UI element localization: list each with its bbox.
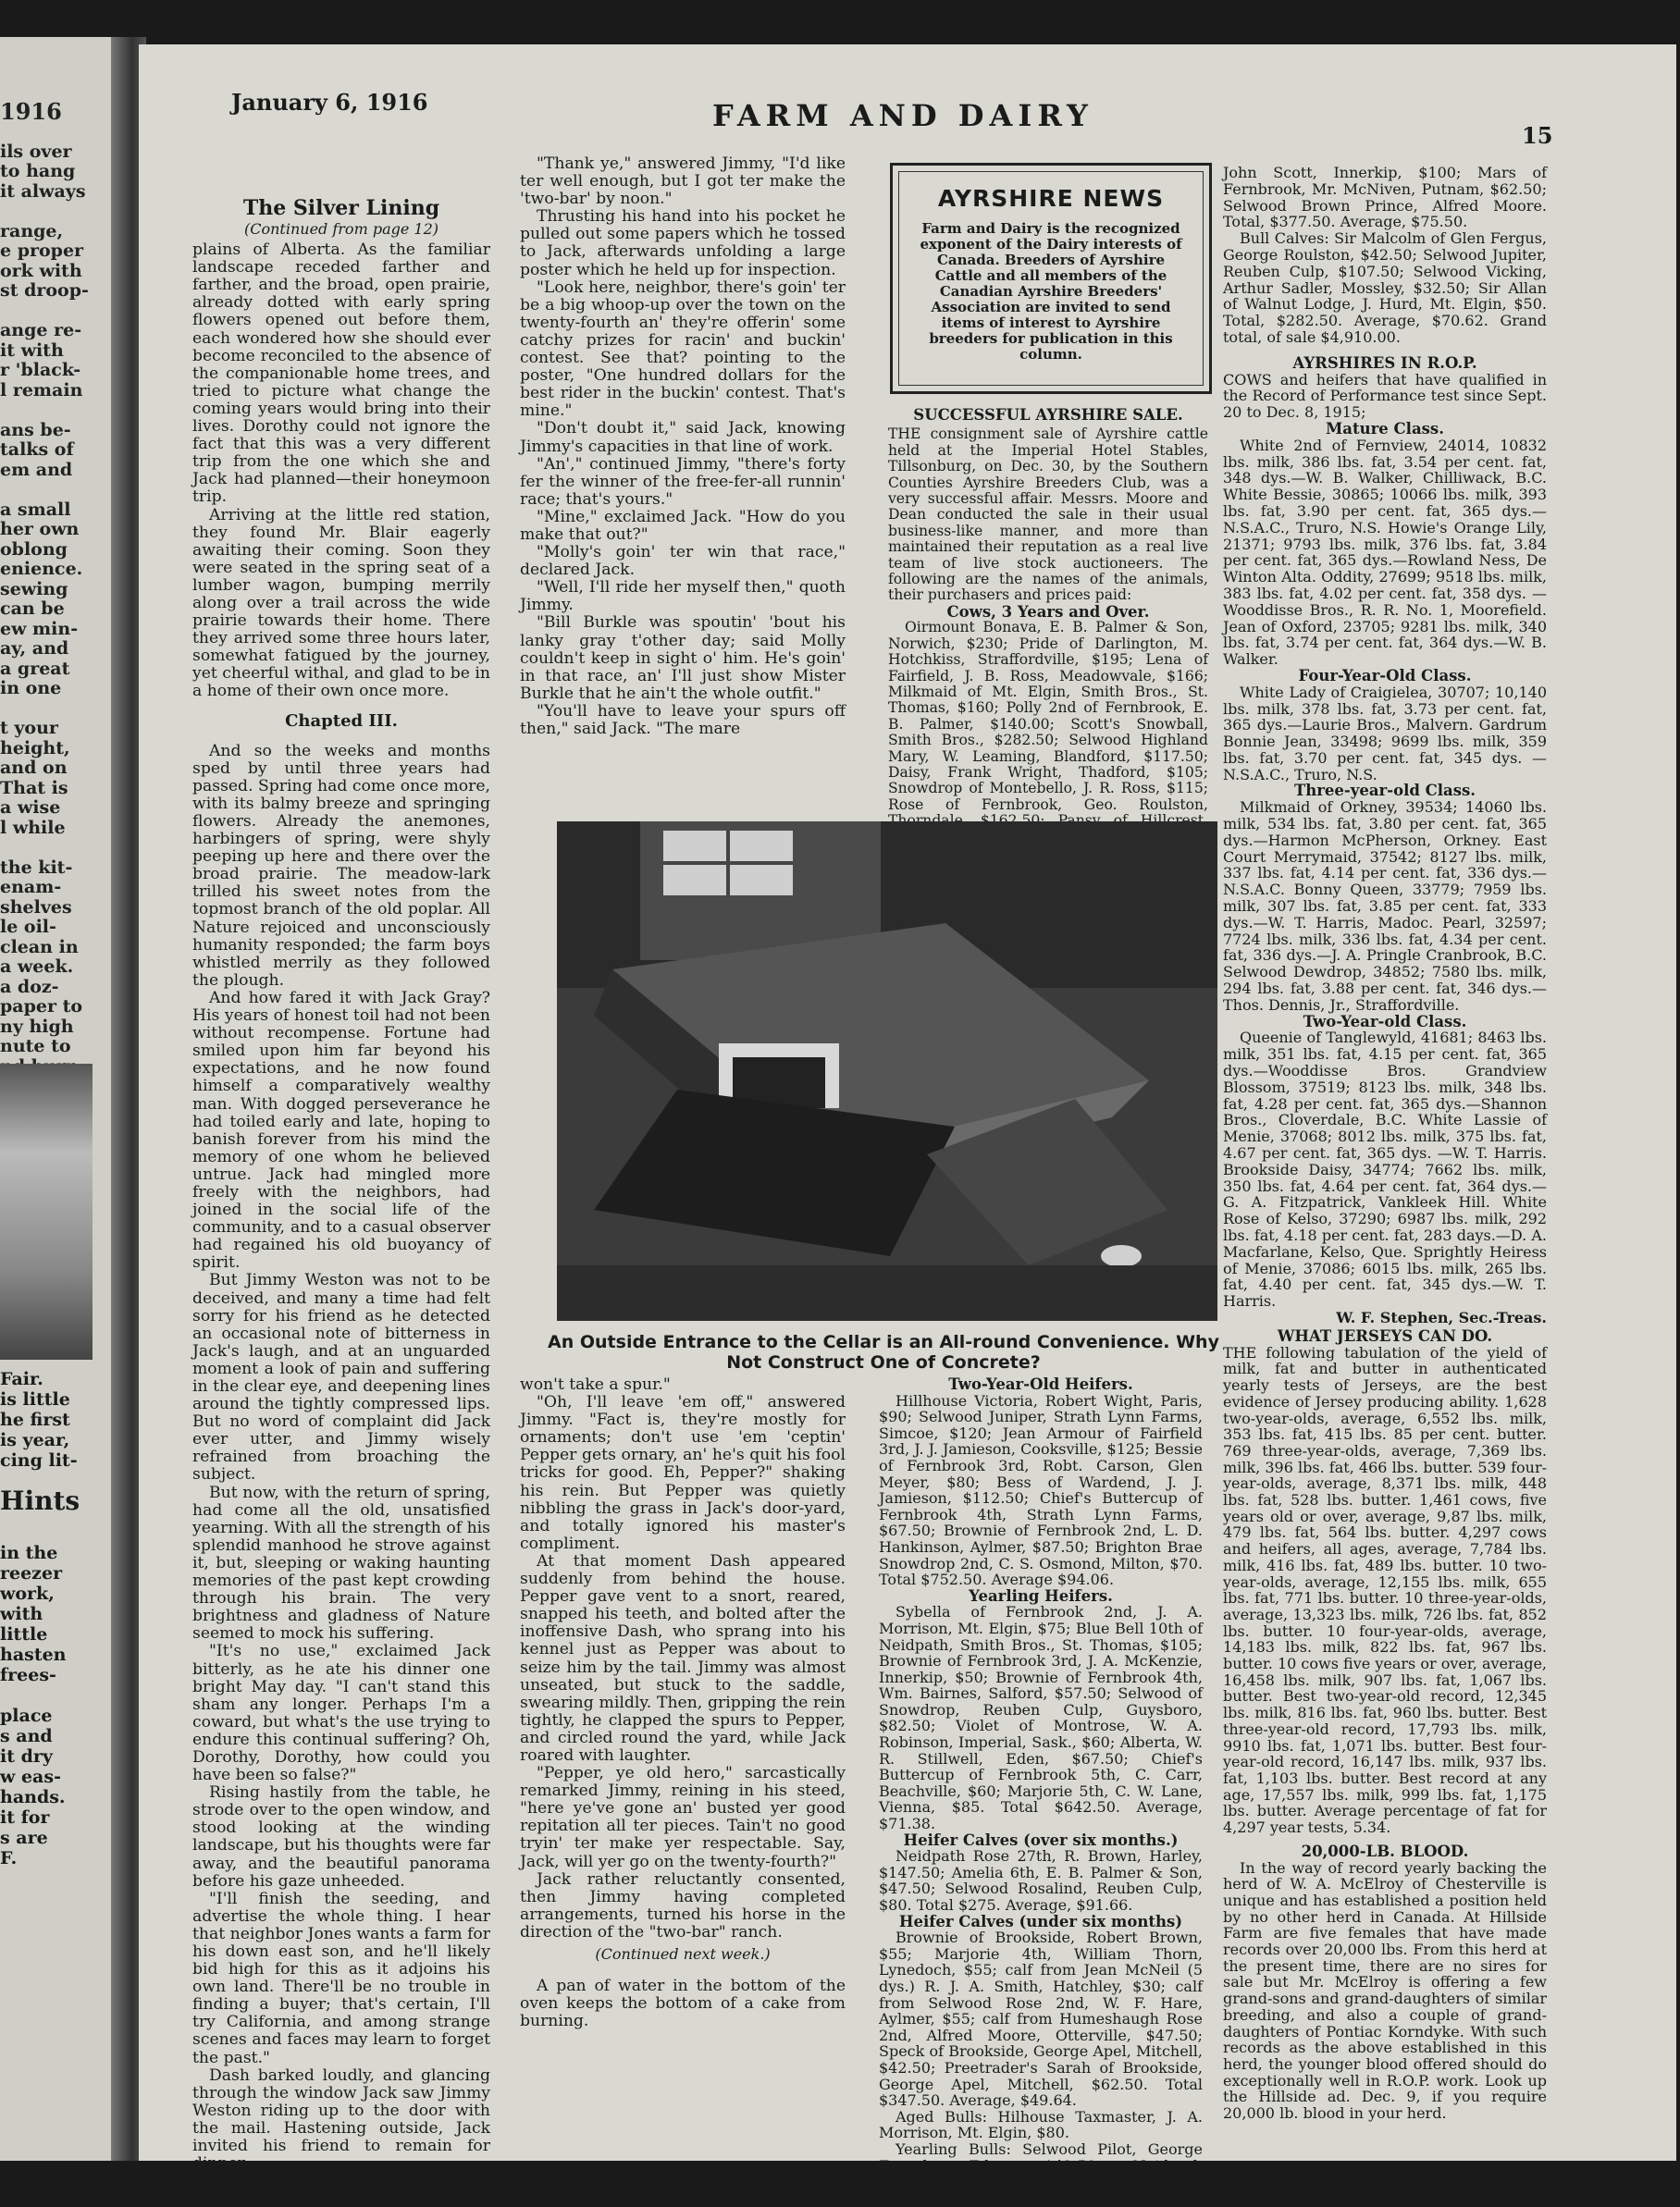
adjacent-text-line: ew min- [0, 618, 79, 639]
masthead-title: FARM AND DAIRY [712, 98, 1093, 133]
story-paragraph: "Don't doubt it," said Jack, knowing Jimmy's capacities in that line of work. [520, 419, 846, 456]
story-paragraph: "Bill Burkle was spoutin' 'bout his lanky gray t'other day; said Molly couldn't keep in sight o' him. He's goin' in that race, an' I'll just show Mister Burkle that he ain't the whole outfit." [520, 613, 846, 703]
calves-under-heading: Heifer Calves (under six months) [898, 1912, 1183, 1930]
adjacent-text-line: little [0, 1624, 48, 1645]
rop-heading: AYRSHIRES IN R.O.P. [1292, 353, 1477, 372]
story-paragraph: But Jimmy Weston was not to be deceived, and many a time had felt sorry for his friend as he detected an occasional note of bitterness in Jack's laugh, and at an unguarded moment a look of pain and suffering in the clear eye, and deepening lines around the tightly compressed lips. But no word of complaint did Jack ever utter, and Jimmy wisely refrained from broaching the subject. [192, 1271, 490, 1485]
adjacent-text-line: with [0, 1604, 43, 1624]
adjacent-text-line: nute to [0, 1036, 71, 1056]
adjacent-text-line: s are [0, 1828, 48, 1848]
ayrshire-news-body: Farm and Dairy is the recognized exponent of the Dairy interests of Canada. Breeders of Ayrshire Cattle and all members of the Canadian Ayrshire Breeders' Association are invited to send items of interest to Ayrshire breeders for publication in this column. [920, 220, 1182, 363]
chapter-heading: Chapted III. [285, 710, 398, 731]
cellar-photo-drawing [557, 821, 1217, 1321]
adjacent-text-line: paper to [0, 996, 83, 1017]
adjacent-text-line: ils over [0, 141, 72, 162]
story-paragraph: Arriving at the little red station, they found Mr. Blair eagerly awaiting their coming. Soon they were seated in the spring seat of a lumber wagon, bumping merrily along over a trail across the wide prairie towards their home. There they arrived some three hours later, somewhat fatigued by the journey, yet cheerful withal, and glad to be in a home of their own once more. [192, 505, 490, 701]
story-paragraph: won't take a spur." [520, 1375, 671, 1394]
adjacent-text-line: a great [0, 658, 70, 679]
adjacent-text-line [0, 838, 111, 858]
aged-bulls-text: Aged Bulls: Hilhouse Taxmaster, J. A. Morrison, Mt. Elgin, $80. [879, 2107, 1203, 2142]
ayrshire-news-box [890, 163, 1212, 394]
yearling-heifers-text: Sybella of Fernbrook 2nd, J. A. Morrison, Mt. Elgin, $75; Blue Bell 10th of Neidpath, Smith Bros., St. Thomas, $105; Brownie of Fernbrook 3rd, J. A. McKenzie, Innerkip, $50; Brownie of Fernbrook 4th, Wm. Bairnes, Salford, $57.50; Selwood of Snowdrop, Reuben Culp, Guysboro, $82.50; Violet of Montrose, W. A. Robinson, Imperial, Sask., $60; Alberta, W. R. Stillwell, Eden, $67.50; Chief's Buttercup of Fernbrook 5th, C. Carr, Beachville, $60; Marjorie 5th, C. W. Lane, Vienna, $85. Total $642.50. Average, $71.38. [879, 1603, 1203, 1833]
bull-calves-text: Bull Calves: Sir Malcolm of Glen Fergus, George Roulston, $42.50; Selwood Jupiter, Reuben Culp, $107.50; Selwood Vicking, Arthur Sadler, Mossley, $32.50; Sir Allan of Walnut Lodge, J. Hurd, Mt. Elgin, $50. Total, $282.50. Average, $70.62. Grand total, of sale $4,910.00. [1223, 229, 1547, 346]
adjacent-page-text [0, 98, 111, 1077]
adjacent-text-line: ork with [0, 260, 82, 281]
adjacent-text-line: it for [0, 1807, 50, 1828]
story-paragraph: "It's no use," exclaimed Jack bitterly, as he ate his dinner one bright May day. "I can't stand this sham any longer. Perhaps I'm a coward, but what's the use trying to endure this continual suffering? Oh, Dorothy, Dorothy, how could you have been so false?" [192, 1642, 490, 1785]
jerseys-column [1223, 1328, 1547, 2122]
adjacent-text-line: height, [0, 737, 70, 758]
sale-intro: THE consignment sale of Ayrshire cattle held at the Imperial Hotel Stables, Tillsonburg, on Dec. 30, by the Southern Counties Ayrshire Breeders Club, was a very successful affair. Messrs. Moore and Dean conducted the sale in their usual business-like manner, and more than maintained their reputation as a real live team of live stock auctioneers. The following are the names of the animals, their purchasers and prices paid: [888, 425, 1208, 604]
story-column-1 [192, 154, 490, 2173]
adjacent-text-line: work, [0, 1584, 55, 1604]
adjacent-text-line: a doz- [0, 976, 59, 997]
adjacent-text-line [0, 480, 111, 500]
adjacent-text-line: le oil- [0, 917, 56, 937]
story-paragraph: "An'," continued Jimmy, "there's forty fer the winner of the free-fer-all runnin' race; that's yours." [520, 454, 846, 509]
story-column-2 [520, 155, 846, 738]
jerseys-text: THE following tabulation of the yield of milk, fat and butter in authenticated yearly tests of Jerseys, are the best evidence of Jersey producing ability. 1,628 two-year-olds, average, 6,552 lbs. milk, 353 lbs. fat, 415 lbs. 85 per cent. butter. 769 three-year-olds, average, 7,369 lbs. milk, 396 lbs. fat, 466 lbs. butter. 539 four-year-olds, average, 8,371 lbs. milk, 448 lbs. fat, 528 lbs. butter. 1,461 cows, five years old or over, average, 9,87 lbs. milk, 479 lbs. fat, 564 lbs. butter. 4,297 cows and heifers, all ages, average, 7,784 lbs. milk, 416 lbs. fat, 489 lbs. butter. 10 two-year-olds, average, 12,155 lbs. milk, 655 lbs. fat, 771 lbs. butter. 10 three-year-olds, average, 13,323 lbs. milk, 726 lbs. fat, 852 lbs. butter. 10 four-year-olds, average, 14,183 lbs. milk, 822 lbs. fat, 967 lbs. butter. 10 cows five years or over, average, 16,458 lbs. milk, 907 lbs. fat, 1,067 lbs. butter. Best two-year-old record, 12,345 lbs. milk, 816 lbs. fat, 960 lbs. butter. Best three-year-old record, 17,793 lbs. milk, 9910 lbs. fat, 1,071 lbs. butter. Best four-year-old record, 16,147 lbs. milk, 937 lbs. fat, 1,103 lbs. butter. Best record at any age, 17,557 lbs. milk, 999 lbs. fat, 1,175 lbs. butter. Average percentage of fat for 4,297 year tests, 5.34. [1223, 1343, 1547, 1837]
yearling-bulls-text: Yearling Bulls: Selwood Pilot, George French, Eden, $42.50; Neidpath Lieutenant, William Thorn, Lynedoch, $100; Sir Ivan, [879, 2139, 1203, 2207]
adjacent-text-line: ange re- [0, 320, 82, 340]
story-paragraph: "Oh, I'll leave 'em off," answered Jimmy. "Fact is, they're mostly for ornaments; don't use 'em 'ceptin' Pepper gets ornary, an' he's quit his fool tricks for good. Eh, Pepper?" shaking his rein. But Pepper was quietly nibbling the grass in Jack's door-yard, and totally ignored his master's compliment. [520, 1393, 846, 1553]
adjacent-text-line: oblong [0, 538, 68, 560]
adjacent-text-line: it always [0, 180, 86, 202]
household-tip: A pan of water in the bottom of the oven keeps the bottom of a cake from burning. [520, 1977, 846, 2031]
adjacent-text-line: That is [0, 777, 68, 798]
adjacent-text-line [0, 202, 111, 222]
adjacent-text-line: a week. [0, 956, 74, 977]
story-paragraph: Dash barked loudly, and glancing through the window Jack saw Jimmy Weston riding up to the door with the mail. Hastening outside, Jack invited his friend to remain for dinner. [192, 2065, 490, 2174]
adjacent-text-line: enience. [0, 559, 83, 579]
bulls-continued: John Scott, Innerkip, $100; Mars of Fernbrook, Mr. McNiven, Putnam, $62.50; Selwood Brown Prince, Alfred Moore. Total, $377.50. Average, $75.50. [1223, 164, 1547, 231]
calves-over-text: Neidpath Rose 27th, R. Brown, Harley, $147.50; Amelia 6th, E. B. Palmer & Son, $47.50; Selwood Rosalind, Reuben Culp, $80. Total $275. Average, $91.66. [879, 1847, 1203, 1914]
adjacent-text-line: l remain [0, 379, 83, 401]
adjacent-text-line [0, 401, 111, 421]
four-year-heading: Four-Year-Old Class. [1298, 666, 1472, 684]
adjacent-text-line: shelves [0, 896, 72, 918]
adjacent-text-line: w eas- [0, 1767, 61, 1787]
adjacent-text-line: frees- [0, 1665, 56, 1685]
sale-heading: SUCCESSFUL AYRSHIRE SALE. [913, 406, 1183, 424]
cows-text: Oirmount Bonava, E. B. Palmer & Son, Norwich, $230; Pride of Darlington, M. Hotchkiss, Straffordville, $195; Lena of Fairfield, J. B. Ross, Meadowvale, $166; Milkmaid of Mt. Elgin, Smith Bros., St. Thomas, $160; Polly 2nd of Fernbrook, E. B. Palmer, $140.00; Scott's Snowball, Smith Bros., $282.50; Selwood Highland Mary, W. Leaming, Blandford, $117.50; Daisy, Frank Wright, Thadford, $105; Snowdrop of Montebello, J. R. Ross, $115; Rose of Fernbrook, Geo. Roulston, [888, 619, 1208, 813]
adjacent-text-line: ay, and [0, 638, 69, 659]
story-paragraph: "Mine," exclaimed Jack. "How do you make that out?" [520, 507, 846, 544]
two-year-text: Queenie of Tanglewyld, 41681; 8463 lbs. milk, 351 lbs. fat, 4.15 per cent. fat, 365 dys.—Wooddisse Bros. Grandview Blossom, 37519; 8123 lbs. milk, 348 lbs. fat, 4.28 per cent. fat, 365 dys.—Shannon Bros., Cloverdale, B.C. White Lassie of Menie, 37068; 8012 lbs. milk, 375 lbs. fat, 4.67 per cent. fat, 365 dys. —W. T. Harris. Brookside Daisy, 34774; 7662 lbs. milk, 350 lbs. fat, 4.64 per cent. fat, 364 dys.—G. A. Fitzpatrick, Vankleek Hill. White Rose of Kelso, 37290; 6987 lbs. milk, 292 lbs. fat, 4.18 per cent. fat, 283 days.—D. A. Macfarlane, Kelso, Que. Sprightly Heiress of Menie, 37086; 6015 lbs. milk, 265 lbs. fat, 4.40 per cent. fat, 345 dys.—W. T. Harris. [1223, 1029, 1547, 1311]
two-year-heifers-text: Hillhouse Victoria, Robert Wight, Paris, $90; Selwood Juniper, Strath Lynn Farms, Simcoe, $120; Jean Armour of Fairfield 3rd, J. J. Jamieson, Cooksville, $125; Bessie of Fernbrook 3rd, Robt. Carson, Glen Meyer, $80; Bess of Wardend, J. J. Jamieson, $112.50; Chief's Buttercup of Fernbrook 4th, Strath Lynn Farms, $67.50; Brownie of Fernbrook 2nd, L. D. Hankinson, Aylmer, $87.50; Brighton Brae Snowdrop 2nd, C. S. Osmond, Milton, $70. Total $752.50. Average $94.06. [879, 1391, 1203, 1589]
adjacent-text-line: place [0, 1706, 53, 1726]
mature-class-text: White 2nd of Fernview, 24014, 10832 lbs. milk, 386 lbs. fat, 3.54 per cent. fat, 348 dys.—W. B. Walker, Chilliwack, B.C. White Bessie, 30865; 10066 lbs. milk, 393 lbs. fat, 3.90 per cent. fat, 365 dys.—N.S.A.C., Truro, N.S. Howie's Orange Lily, 21371; 9793 lbs. milk, 376 lbs. fat, 3.84 per cent. fat, 365 dys.—Rowland Ness, De Winton Alta. Oddity, 27699; 9518 lbs. milk, 383 lbs. fat, 4.02 per cent. fat, 358 dys. — Wooddisse Bros., R. R. No. 1, Moorefield. Jean of Oxford, 23705; 9281 lbs. milk, 340 lbs. fat, 3.74 per cent. fat, 364 dys.—W. B. Walker. [1223, 436, 1547, 669]
adjacent-text-line: talks of [0, 439, 74, 460]
four-year-text: White Lady of Craigielea, 30707; 10,140 lbs. milk, 378 lbs. fat, 3.73 per cent. fat, 365 dys.—Laurie Bros., Malvern. Gardrum Bonnie Jean, 33498; 9699 lbs. milk, 359 lbs. fat, 3.70 per cent. fat, 345 dys. —N.S.A.C., Truro, N.S. [1223, 683, 1547, 783]
yearling-heifers-heading: Yearling Heifers. [969, 1586, 1113, 1605]
two-year-heifers-heading: Two-Year-Old Heifers. [948, 1375, 1133, 1393]
story-paragraph: And how fared it with Jack Gray? His years of honest toil had not been without recompense. Fortune had smiled upon him far beyond his expectations, and he now found himself a comparatively wealthy man. With dogged perseverance he had toiled early and late, hoping to banish forever from his mind the memory of one whom he believed untrue. Jack had mingled more freely with the neighbors, had joined in the social life of the community, and to a casual observer had regained his old buoyancy of spirit. [192, 988, 490, 1273]
adjacent-text-line: e proper [0, 240, 84, 261]
adjacent-year: 1916 [0, 98, 62, 125]
secretary-signature: W. F. Stephen, Sec.-Treas. [1336, 1308, 1547, 1326]
adjacent-text-line: r 'black- [0, 360, 81, 380]
continued-next: (Continued next week.) [595, 1945, 771, 1963]
adjacent-text-line: sewing [0, 578, 68, 599]
adjacent-text-line: hasten [0, 1645, 67, 1665]
adjacent-text-line: it dry [0, 1746, 53, 1767]
calves-over-heading: Heifer Calves (over six months.) [903, 1831, 1179, 1849]
story-paragraph: Jack rather reluctantly consented, then Jimmy having completed arrangements, turned his horse in the direction of the "two-bar" ranch. [520, 1869, 846, 1942]
story-title: The Silver Lining [242, 196, 440, 220]
adjacent-text-line: the kit- [0, 857, 73, 878]
issue-date: January 6, 1916 [231, 89, 428, 116]
adjacent-text-line: l while [0, 817, 66, 838]
adjacent-text-line: enam- [0, 877, 62, 897]
adjacent-text-line: to hang [0, 161, 76, 181]
rop-column [1223, 165, 1547, 1326]
adjacent-photo [0, 1064, 93, 1360]
story-paragraph: "Molly's goin' ter win that race," declared Jack. [520, 543, 846, 580]
blood-heading: 20,000-LB. BLOOD. [1301, 1842, 1469, 1860]
adjacent-text-line: Fair. [0, 1369, 43, 1389]
jerseys-heading: WHAT JERSEYS CAN DO. [1277, 1327, 1493, 1345]
adjacent-text-line: t your [0, 718, 58, 738]
adjacent-text-line: a wise [0, 797, 61, 818]
adjacent-text-line: cing lit- [0, 1450, 78, 1471]
adjacent-text-line: st droop- [0, 280, 89, 301]
adjacent-text-line: it with [0, 339, 64, 361]
continued-from: (Continued from page 12) [243, 220, 439, 238]
adjacent-text-line [0, 1523, 111, 1543]
story-paragraph: "I'll finish the seeding, and advertise the whole thing. I hear that neighbor Jones wants a farm for his down east son, and he'll likely bid high for this as it adjoins his own land. There'll be no trouble in finding a buyer; that's certain, I'll try California, and among strange scenes and faces may learn to forget the past." [192, 1889, 490, 2067]
story-paragraph: And so the weeks and months sped by until three years had passed. Spring had come once more, with its balmy breeze and springing flowers. Already the anemones, harbingers of spring, were shyly peeping up here and there over the broad prairie. The meadow-lark trilled his sweet notes from the topmost branch of the old poplar. All Nature rejoiced and unconsciously humanity responded; the farm boys whistled merrily as they followed the plough. [192, 741, 490, 990]
adjacent-text-line: ny high [0, 1016, 74, 1037]
three-year-text: Milkmaid of Orkney, 39534; 14060 lbs. milk, 534 lbs. fat, 3.80 per cent. fat, 365 dys.—Harmon McPherson, Orkney. East Court Merrymaid, 37542; 8127 lbs. milk, 337 lbs. fat, 4.14 per cent. fat, 336 dys.—N.S.A.C. Bonny Queen, 33779; 7959 lbs. milk, 307 lbs. fat, 3.85 per cent. fat, 333 dys.—W. T. Harris, Madoc. Pearl, 32597; 7724 lbs. milk, 336 lbs. fat, 4.34 per cent. fat, 336 dys.—J. A. Pringle Cranbrook, B.C. Selwood Dewdrop, 34852; 7580 lbs. milk, 294 lbs. fat, 3.88 per cent. fat, 346 dys.—Thos. Dennis, Jr., Straffordville. [1223, 798, 1547, 1014]
adjacent-text-line: he first [0, 1410, 70, 1430]
adjacent-text-line: in one [0, 678, 62, 698]
sale-column-continued [879, 1376, 1203, 2206]
story-paragraph: "You'll have to leave your spurs off then," said Jack. "The mare [520, 701, 846, 738]
adjacent-text-line: s and [0, 1726, 53, 1746]
adjacent-text-line: and on [0, 758, 68, 778]
adjacent-text-line: can be [0, 598, 65, 619]
story-paragraph: plains of Alberta. As the familiar landscape receded farther and farther, and the broad, open prairie, already dotted with early spring flowers opened out before them, each wondered how she should ever become reconciled to the absence of the companionable home trees, and tried to picture what change the coming years would bring into their lives. Dorothy could not ignore the fact that this was a very different trip from the one which she and Jack had planned—their honeymoon trip. [192, 240, 490, 507]
blood-text: In the way of record yearly backing the herd of W. A. McElroy of Chesterville is unique and has established a position held by no other herd in Canada. At Hillside Farm are five females that have made records over 20,000 lbs. From this herd at the present time, there are no sires for sale but Mr. McElroy is offering a few grand-sons and grand-daughters of similar breeding, and also a couple of grand-daughters of Pontiac Korndyke. With such records as the above established in this herd, the younger blood offered should do exceptionally well in R.O.P. work. Look up the Hillside ad. Dec. 9, if you require 20,000 lb. blood in your herd. [1223, 1858, 1547, 2123]
adjacent-text-line: in the [0, 1543, 58, 1563]
story-column-2-bottom [520, 1376, 846, 2030]
story-paragraph: "Pepper, ye old hero," sarcastically remarked Jimmy, reining in his steed, "here ye've gone an' busted yer good repitation all ter pieces. Tain't no good tryin' ter make yer respectable. Say, Jack, will yer go on the twenty-fourth?" [520, 1764, 846, 1871]
adjacent-text-line: F. [0, 1848, 18, 1868]
adjacent-text-line: hands. [0, 1787, 66, 1807]
adjacent-text-line [0, 302, 111, 322]
adjacent-lower-text [0, 1369, 111, 1868]
story-paragraph: At that moment Dash appeared suddenly from behind the house. Pepper gave vent to a snort, reared, snapped his teeth, and bolted after the inoffensive Dash, who sprang into his kennel just as Pepper was about to seize him by the tail. Jimmy was almost unseated, but stuck to the saddle, swearing mildly. Then, gripping the rein tightly, he clapped the spurs to Pepper, and circled round the yard, while Jack roared with laughter. [520, 1551, 846, 1765]
adjacent-text-line [0, 699, 111, 720]
ayrshire-news-title: AYRSHIRE NEWS [937, 185, 1165, 212]
two-year-heading: Two-Year-old Class. [1303, 1012, 1467, 1030]
three-year-heading: Three-year-old Class. [1293, 782, 1476, 800]
story-paragraph: Rising hastily from the table, he strode over to the open window, and stood looking at the winding landscape, but his thoughts were far away, and the beautiful panorama before his gaze unheeded. [192, 1783, 490, 1891]
adjacent-text-line: range, [0, 220, 64, 241]
adjacent-text-line [0, 1685, 111, 1706]
mature-class-heading: Mature Class. [1326, 419, 1444, 438]
adjacent-text-line: clean in [0, 936, 79, 957]
cellar-entrance-photo [557, 821, 1217, 1321]
calves-under-text: Brownie of Brookside, Robert Brown, $55; Marjorie 4th, William Thorn, Lynedoch, $55; calf from Jean McNeil (5 dys.) R. J. A. Smith, Hatchley, $30; calf from Selwood Rose 2nd, W. F. Hare, Aylmer, $55; calf from Humeshaugh Rose 2nd, Alfred Moore, Otterville, $47.50; Speck of Brookside, George Apel, Mitchell, $42.50; Preetrader's Sarah of Brookside, George Apel, Mitchell, $62.50. Total $347.50. Average, $49.64. [879, 1929, 1203, 2110]
story-paragraph: "Well, I'll ride her myself then," quoth Jimmy. [520, 578, 846, 615]
adjacent-text-line: Hints [0, 1486, 80, 1516]
rop-intro: COWS and heifers that have qualified in the Record of Performance test since Sept. 20 to Dec. 8, 1915; [1223, 370, 1547, 422]
photo-caption: An Outside Entrance to the Cellar is an All-round Convenience. Why Not Construct One of Concrete? [548, 1332, 1219, 1373]
adjacent-text-line: her own [0, 519, 80, 539]
story-paragraph: "Thank ye," answered Jimmy, "I'd like ter well enough, but I got ter make the 'two-bar' by noon." [520, 154, 846, 209]
adjacent-text-line: reezer [0, 1563, 63, 1584]
newspaper-page [139, 44, 1676, 2207]
story-paragraph: But now, with the return of spring, had come all the old, unsatisfied yearning. With all the strength of his splendid manhood he strove against it, but, sleeping or waking haunting memories of the past kept crowding through his brain. The very brightness and gladness of Nature seemed to mock his suffering. [192, 1483, 490, 1644]
story-paragraph: "Look here, neighbor, there's goin' ter be a big whoop-up over the town on the twenty-fourth an' they're offerin' some catchy prizes for racin' and buckin' contest. See that? pointing to the poster, "One hundred dollars for the best rider in the buckin' contest. That's mine." [520, 277, 846, 421]
cows-heading: Cows, 3 Years and Over. [946, 602, 1150, 621]
adjacent-text-line: ans be- [0, 419, 71, 440]
page-number: 15 [1522, 122, 1553, 149]
adjacent-text-line: is little [0, 1389, 70, 1410]
story-paragraph: Thrusting his hand into his pocket he pulled out some papers which he tossed to Jack, afterwards unfolding a large poster which he held up for inspection. [520, 207, 846, 279]
adjacent-text-line: em and [0, 459, 73, 480]
adjacent-text-line: a small [0, 499, 71, 520]
adjacent-text-line: is year, [0, 1430, 70, 1450]
